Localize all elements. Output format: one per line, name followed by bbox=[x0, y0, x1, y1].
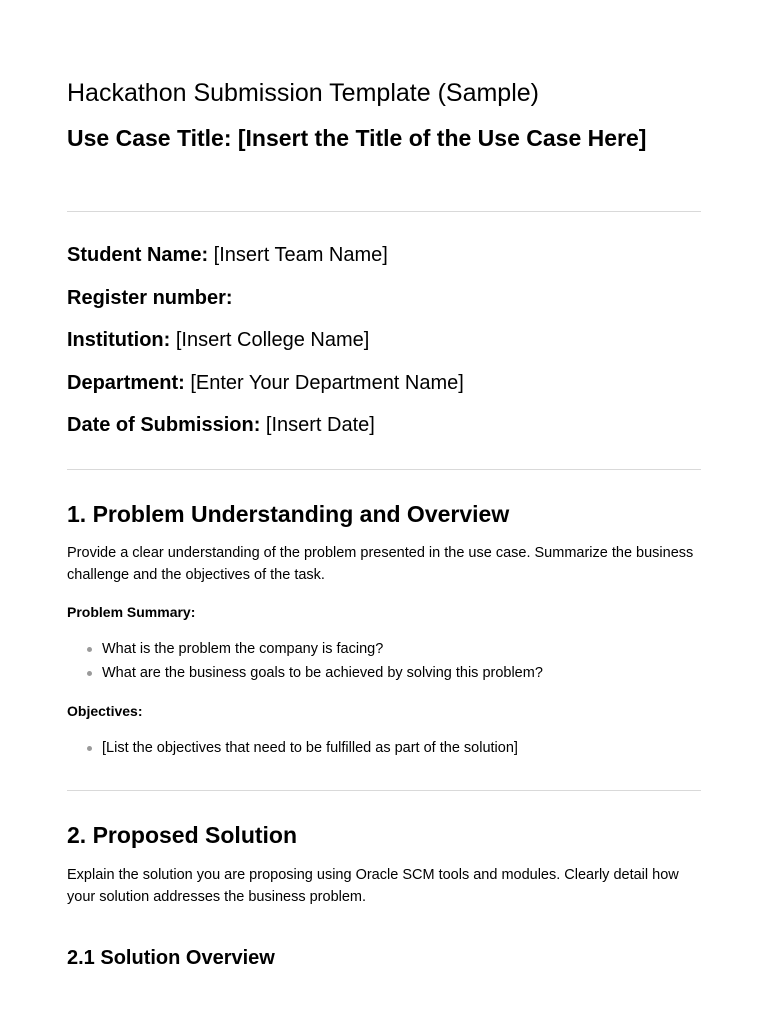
objectives-label: Objectives: bbox=[67, 703, 143, 719]
document-title: Hackathon Submission Template (Sample) bbox=[67, 79, 539, 107]
department-value: [Enter Your Department Name] bbox=[184, 372, 464, 394]
divider bbox=[67, 211, 701, 212]
student-name-label: Student Name: bbox=[67, 244, 209, 266]
list-item: What are the business goals to be achieved by solving this problem? bbox=[87, 661, 543, 685]
date-of-submission-label: Date of Submission: bbox=[67, 414, 261, 436]
institution-line bbox=[67, 328, 369, 352]
problem-summary-label: Problem Summary: bbox=[67, 604, 196, 620]
bullet-icon bbox=[87, 647, 92, 652]
bullet-icon bbox=[87, 671, 92, 676]
section-2-heading: 2. Proposed Solution bbox=[67, 822, 298, 848]
department-line bbox=[67, 371, 464, 395]
section-1-heading: 1. Problem Understanding and Overview bbox=[67, 501, 510, 527]
register-number-label: Register number: bbox=[67, 287, 233, 309]
divider bbox=[67, 790, 701, 791]
section-2-intro: Explain the solution you are proposing using Oracle SCM tools and modules. Clearly detail how your solution addresses the business problem. bbox=[67, 867, 679, 905]
department-label: Department: bbox=[67, 372, 185, 394]
student-name-line bbox=[67, 243, 388, 267]
date-of-submission-value: [Insert Date] bbox=[260, 414, 375, 436]
date-of-submission-line bbox=[67, 413, 375, 437]
student-name-value: [Insert Team Name] bbox=[208, 244, 388, 266]
register-number-line bbox=[67, 286, 233, 310]
bullet-icon bbox=[87, 746, 92, 751]
objectives-list bbox=[87, 736, 518, 760]
section-1-intro: Provide a clear understanding of the problem presented in the use case. Summarize the business challenge and the objectives of the task. bbox=[67, 545, 694, 583]
list-item: [List the objectives that need to be fulfilled as part of the solution] bbox=[87, 736, 518, 760]
divider bbox=[67, 469, 701, 470]
section-2-1-heading: 2.1 Solution Overview bbox=[67, 947, 275, 969]
problem-summary-list bbox=[87, 637, 543, 685]
list-item: What is the problem the company is facing? bbox=[87, 637, 543, 661]
institution-value: [Insert College Name] bbox=[170, 329, 370, 351]
institution-label: Institution: bbox=[67, 329, 171, 351]
use-case-title: Use Case Title: [Insert the Title of the Use Case Here] bbox=[67, 125, 647, 151]
